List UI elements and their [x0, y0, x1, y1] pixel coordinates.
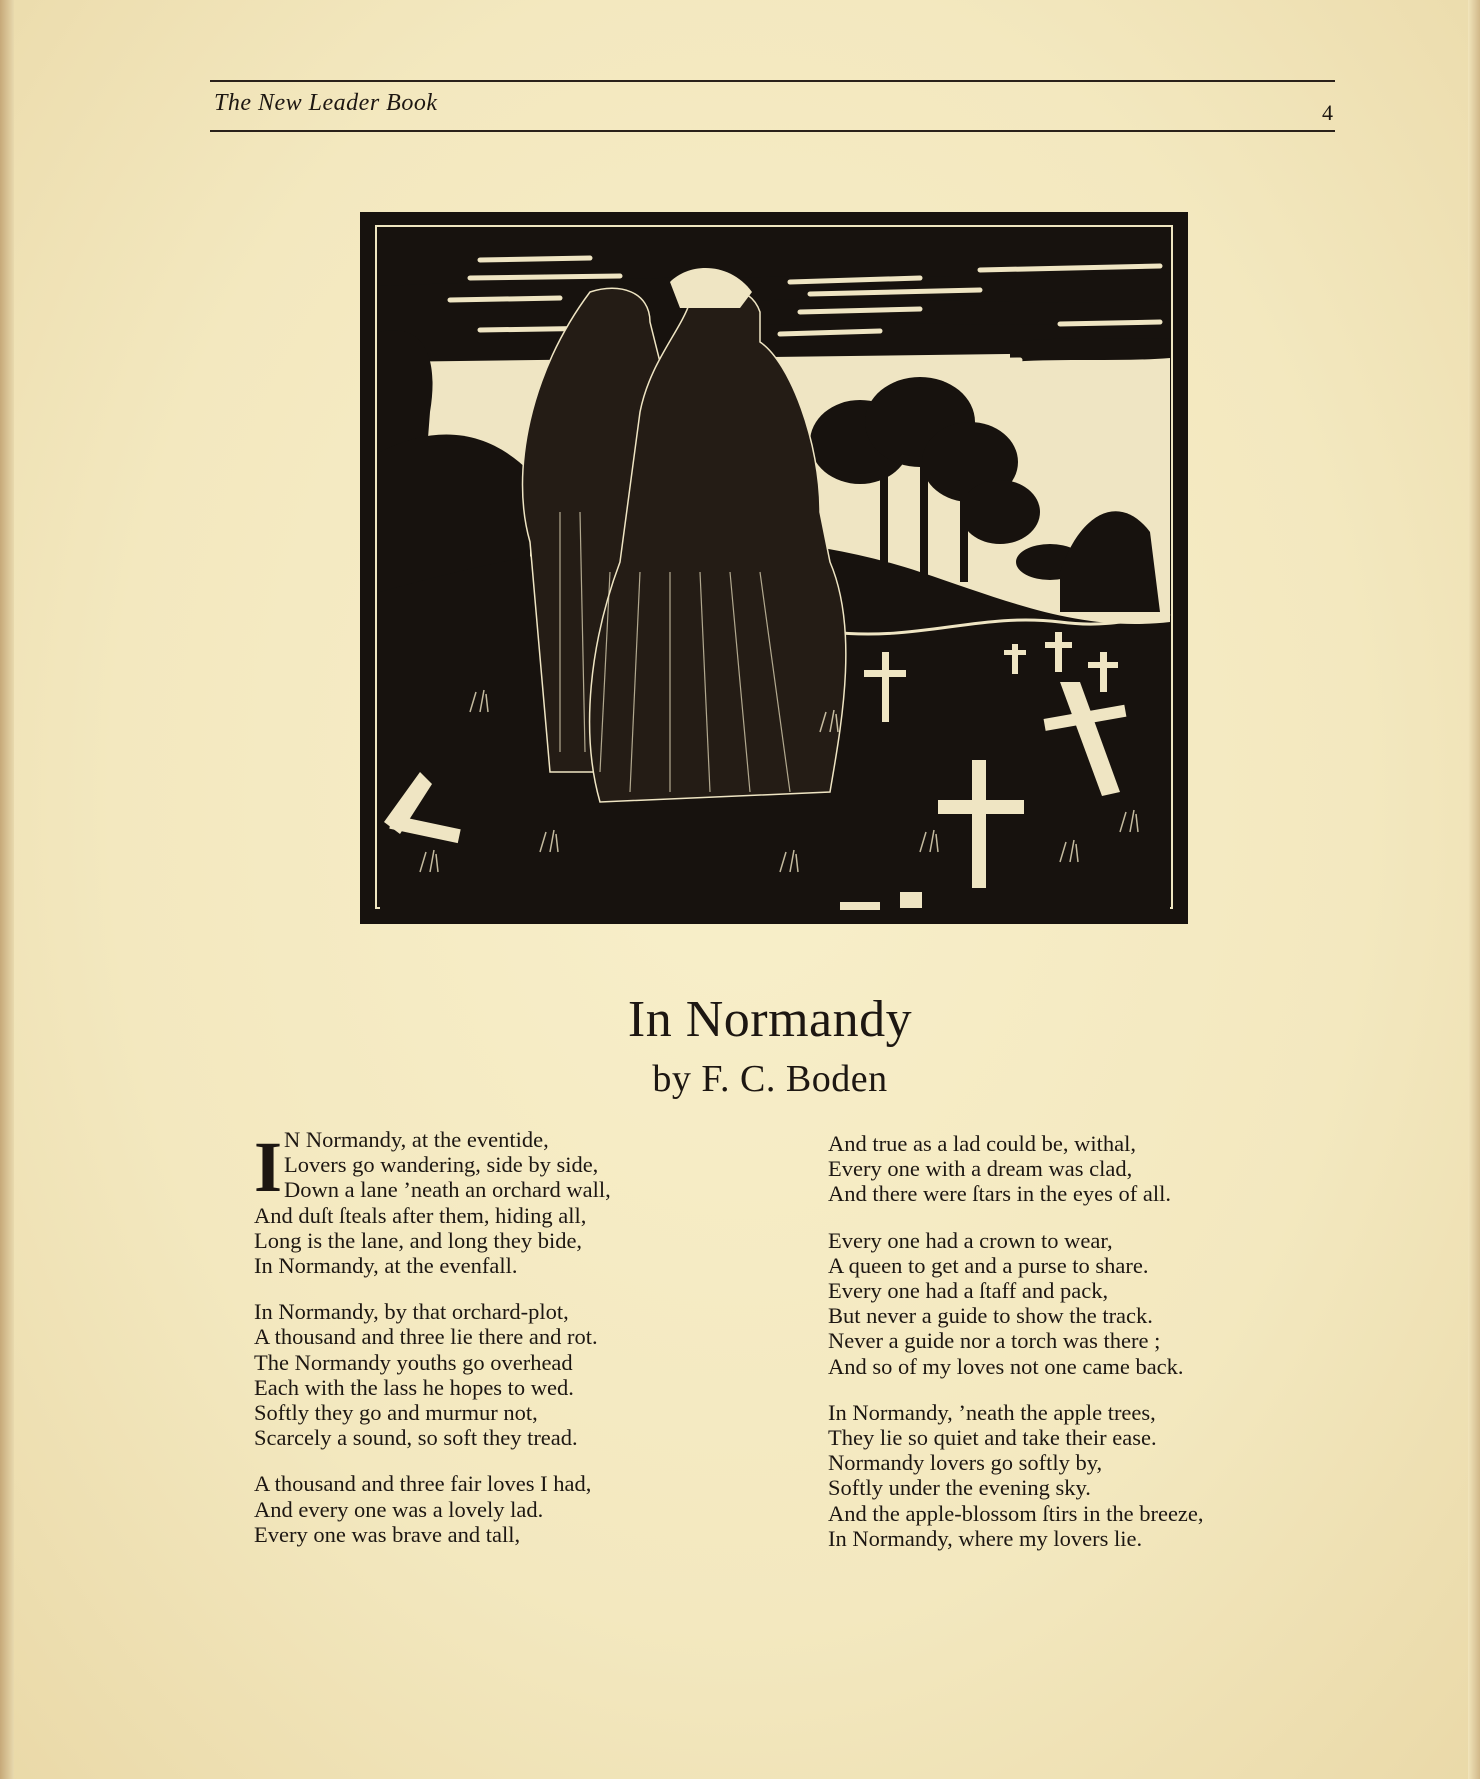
poem-column-right [828, 1131, 1288, 1572]
poem-line: Long is the lane, and long they bide, [254, 1227, 583, 1253]
poem-line: Softly under the evening sky. [828, 1475, 1091, 1501]
poem-line: And duſt ſteals after them, hiding all, [254, 1202, 587, 1228]
poem-line: In Normandy, where my lovers lie. [828, 1525, 1143, 1551]
poem-line: And so of my loves not one came back. [828, 1353, 1184, 1379]
poem-line: In Normandy, at the evenfall. [254, 1253, 518, 1279]
poem-line: Lovers go wandering, side by side, [284, 1152, 599, 1178]
poem-line: A thousand and three lie there and rot. [254, 1324, 598, 1350]
poem-line: Every one was brave and tall, [254, 1521, 521, 1547]
stanza [828, 1228, 1288, 1379]
poem-column-left [254, 1127, 694, 1568]
poem-line: Each with the lass he hopes to wed. [254, 1374, 574, 1400]
poem-line: Normandy lovers go softly by, [828, 1450, 1103, 1476]
poem-line: And true as a lad could be, withal, [828, 1131, 1137, 1156]
poem-line: A queen to get and a purse to share. [828, 1252, 1149, 1278]
running-header [210, 80, 1335, 132]
poem-line: And there were ſtars in the eyes of all. [828, 1181, 1171, 1207]
poem-line: Every one had a ſtaff and pack, [828, 1278, 1109, 1304]
paper-edge-left [0, 0, 14, 1779]
poem-line: N Normandy, at the eventide, [284, 1127, 549, 1152]
poem-line: Softly they go and murmur not, [254, 1400, 538, 1426]
poem-line: In Normandy, ’neath the apple trees, [828, 1399, 1156, 1425]
running-title: The New Leader Book [214, 90, 438, 116]
poem-line: They lie so quiet and take their ease. [828, 1425, 1157, 1451]
paper-edge-right [1468, 0, 1480, 1779]
poem-line: In Normandy, by that orchard-plot, [254, 1299, 569, 1325]
poem-line: And every one was a lovely lad. [254, 1496, 544, 1522]
poem-line: Every one had a crown to wear, [828, 1227, 1113, 1253]
poem-title: In Normandy [627, 991, 913, 1048]
page-number: 4 [1322, 100, 1333, 125]
poem-byline: by F. C. Boden [652, 1058, 888, 1100]
poem-line: Every one with a dream was clad, [828, 1156, 1133, 1182]
stanza [828, 1131, 1288, 1207]
poem-line: A thousand and three fair loves I had, [254, 1471, 592, 1497]
poem-line: The Normandy youths go overhead [254, 1349, 573, 1375]
poem-line: And the apple-blossom ſtirs in the breeze, [828, 1500, 1204, 1526]
stanza [254, 1127, 694, 1278]
poem-line: Never a guide nor a torch was there ; [828, 1328, 1161, 1354]
stanza [828, 1400, 1288, 1551]
stanza [254, 1471, 694, 1547]
woodcut-illustration [360, 212, 1188, 924]
stanza [254, 1299, 694, 1450]
woodcut-couple-cemetery-icon [360, 212, 1188, 924]
drop-cap: I [254, 1127, 283, 1207]
poem-line: Down a lane ’neath an orchard wall, [284, 1177, 611, 1203]
poem-line: Scarcely a sound, so soft they tread. [254, 1425, 578, 1451]
poem-line: But never a guide to show the track. [828, 1303, 1153, 1329]
